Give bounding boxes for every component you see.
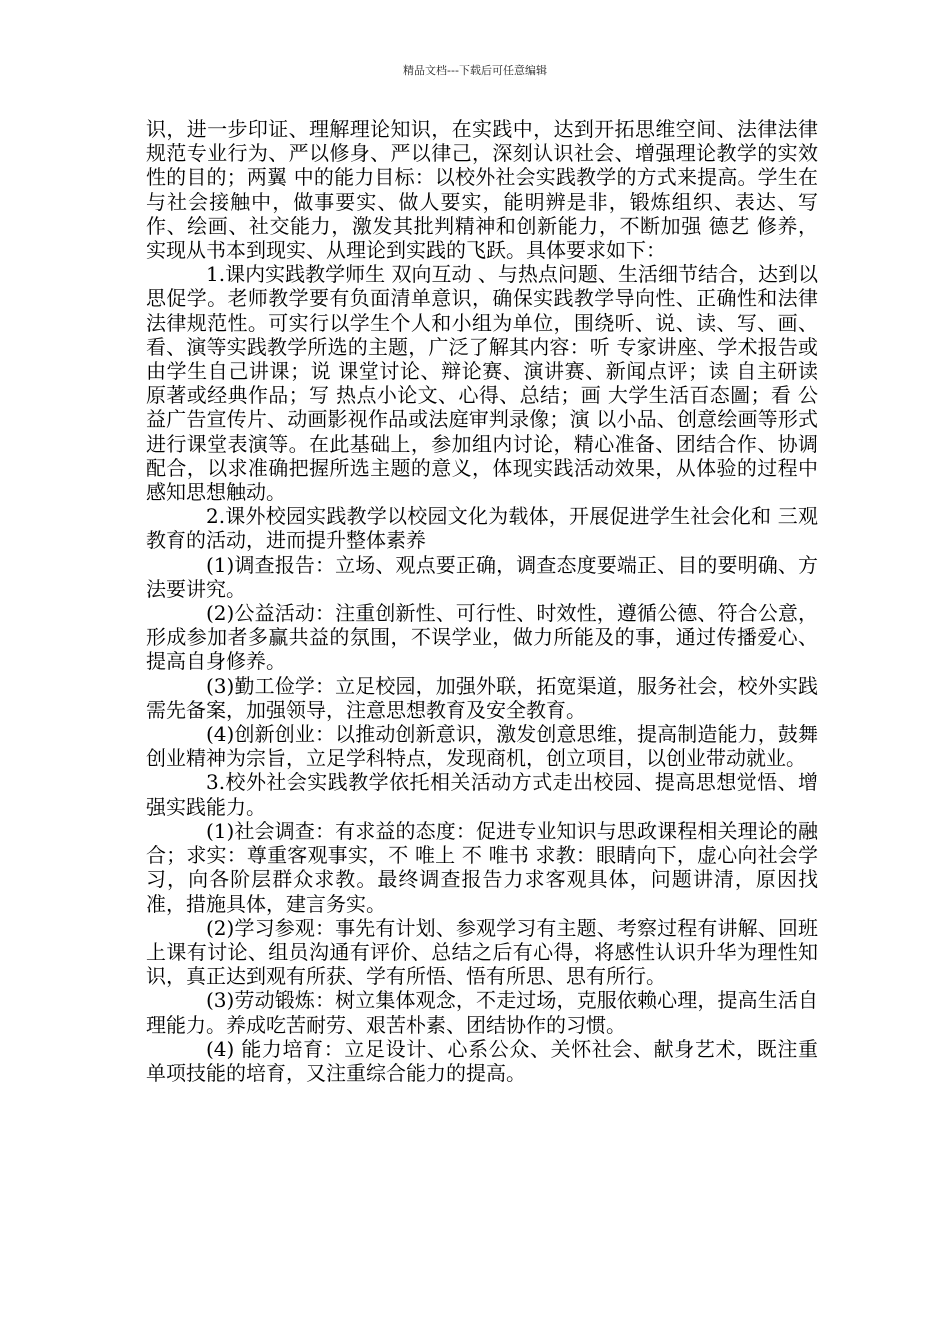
paragraph-social-survey: (1)社会调查：有求益的态度：促进专业知识与思政课程相关理论的融合；求实：尊重客观事实，不 唯上 不 唯书 求教：眼睛向下，虚心向社会学习，向各阶层群众求教。最终调查报告力求客观具体，问题讲清，原因找准，措施具体，建言务实。 <box>146 818 818 916</box>
paragraph-labor: (3)劳动锻炼：树立集体观念，不走过场，克服依赖心理，提高生活自理能力。养成吃苦耐劳、艰苦朴素、团结协作的习惯。 <box>146 988 818 1037</box>
paragraph-section-2: 2.课外校园实践教学以校园文化为载体，开展促进学生社会化和 三观 教育的活动，进而提升整体素养 <box>146 504 818 553</box>
paragraph-intro: 识，进一步印证、理解理论知识，在实践中，达到开拓思维空间、法律法律规范专业行为、严以修身、严以律己，深刻认识社会、增强理论教学的实效性的目的；两翼 中的能力目标：以校外社会实践教学的方式来提高。学生在与社会接触中，做事要实、做人要实，能明辨是非，锻炼组织、表达、写作、绘画、社交能力，激发其批判精神和创新能力，不断加强 德艺 修养，实现从书本到现实、从理论到实践的飞跃。具体要求如下： <box>146 117 818 263</box>
paragraph-innovation: (4)创新创业：以推动创新意识，激发创意思维，提高制造能力，鼓舞创业精神为宗旨，立足学科特点，发现商机，创立项目，以创业带动就业。 <box>146 722 818 771</box>
page-header: 精品文档---下载后可任意编辑 <box>403 64 547 77</box>
paragraph-survey-report: (1)调查报告：立场、观点要正确，调查态度要端正、目的要明确、方法要讲究。 <box>146 552 818 601</box>
document-body <box>146 117 818 1085</box>
paragraph-section-1: 1.课内实践教学师生 双向互动 、与热点问题、生活细节结合，达到以思促学。老师教学要有负面清单意识，确保实践教学导向性、正确性和法律法律规范性。可实行以学生个人和小组为单位，围绕听、说、读、写、画、看、演等实践教学所选的主题，广泛了解其内容：听 专家讲座、学术报告或由学生自己讲课；说 课堂讨论、辩论赛、演讲赛、新闻点评；读 自主研读原著或经典作品；写 热点小论文、心得、总结；画 大学生活百态圖；看 公益广告宣传片、动画影视作品或法庭审判录像；演 以小品、创意绘画等形式进行课堂表演等。在此基础上，参加组内讨论，精心准备、团结合作、协调配合，以求准确把握所选主题的意义，体现实践活动效果，从体验的过程中感知思想触动。 <box>146 262 818 505</box>
paragraph-study-visit: (2)学习参观：事先有计划、参观学习有主题、考察过程有讲解、回班上课有讨论、组员沟通有评价、总结之后有心得，将感性认识升华为理性知识，真正达到观有所获、学有所悟、悟有所思、思有所行。 <box>146 915 818 989</box>
paragraph-public-welfare: (2)公益活动：注重创新性、可行性、时效性，遵循公德、符合公意，形成参加者多赢共益的氛围，不误学业，做力所能及的事，通过传播爱心、提高自身修养。 <box>146 601 818 674</box>
paragraph-ability: (4) 能力培育：立足设计、心系公众、关怀社会、献身艺术，既注重单项技能的培育，又注重综合能力的提高。 <box>146 1036 818 1085</box>
paragraph-section-3: 3.校外社会实践教学依托相关活动方式走出校园、提高思想觉悟、增强实践能力。 <box>146 770 818 819</box>
paragraph-work-study: (3)勤工俭学：立足校园，加强外联，拓宽渠道，服务社会，校外实践需先备案，加强领导，注意思想教育及安全教育。 <box>146 673 818 722</box>
